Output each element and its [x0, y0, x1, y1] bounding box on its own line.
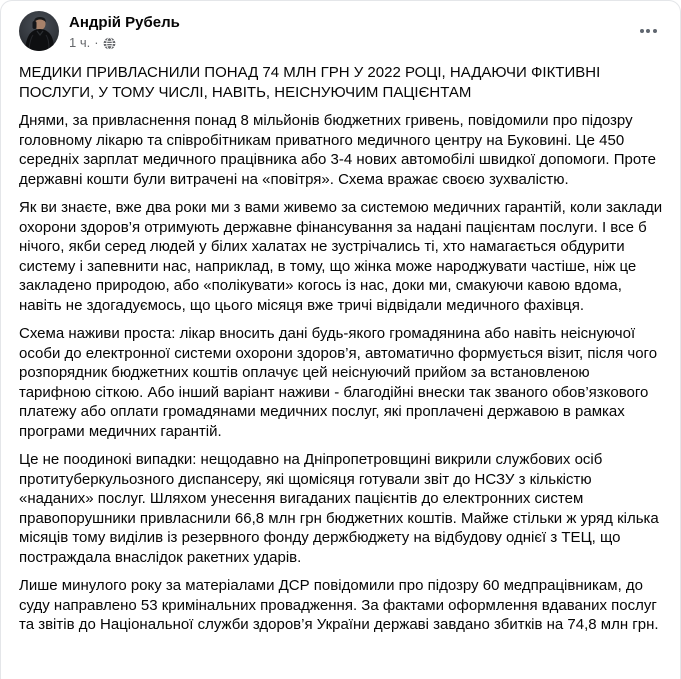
meta-separator: · [94, 35, 99, 50]
post-header-info [69, 11, 632, 51]
ellipsis-dot [640, 29, 644, 33]
author-name[interactable]: Андрій Рубель [69, 14, 180, 31]
post-meta [69, 35, 632, 51]
avatar[interactable] [19, 11, 59, 51]
timestamp[interactable]: 1 ч. [69, 35, 91, 50]
post-paragraph: Лише минулого року за матеріалами ДСР повідомили про підозру 60 медпрацівникам, до суду направлено 53 кримінальних провадження. За фактами оформлення вдаваних послуг та звітів до Національної служби здоров’я України державі завдано збитків на 74,8 млн грн. [19, 577, 659, 633]
ellipsis-dot [646, 29, 650, 33]
globe-icon [103, 37, 116, 50]
profile-photo-image [19, 11, 59, 51]
post-paragraph: Схема наживи проста: лікар вносить дані будь-якого громадянина або навіть неіснуючої особи до електронної системи охорони здоров’я, автоматично формується візит, після чого розпорядник бюджетних коштів оплачує цей неіснуючий прийом за встановленою тарифною сіткою. Або інший варіант наживи - благодійні внески так званого обов’язкового платежу або оплати громадянами медичних послуг, які проплачені державою в рамках програми медичних гарантій. [19, 325, 658, 440]
post-header [1, 1, 680, 51]
post-title: МЕДИКИ ПРИВЛАСНИЛИ ПОНАД 74 МЛН ГРН У 2022 РОЦІ, НАДАЮЧИ ФІКТИВНІ ПОСЛУГИ, У ТОМУ ЧИСЛІ, НАВІТЬ, НЕІСНУЮЧИМ ПАЦІЄНТАМ [19, 64, 601, 101]
post-body [1, 63, 680, 635]
post-paragraph: Це не поодинокі випадки: нещодавно на Дніпропетровщині викрили службових осіб протитуберкульозного диспансеру, які щомісяця готували звіт до НСЗУ з кількістю «наданих» послуг. Шляхом унесення вигаданих пацієнтів до електронних систем правопорушники привласнили 66,8 млн грн бюджетних коштів. Майже стільки ж уряд кілька місяців тому виділив із резервного фонду держбюджету на відбудову однієї з ТЕЦ, що постраждала внаслідок ракетних ударів. [19, 451, 659, 566]
post-paragraph: Як ви знаєте, вже два роки ми з вами живемо за системою медичних гарантій, коли заклади охорони здоров’я отримують державне фінансування за надані пацієнтам послуги. І все б нічого, якби серед людей у білих халатах не зустрічались ті, хто намагається обдурити систему і запевнити нас, наприклад, в тому, що жінка може народжувати частіше, ніж це закладено природою, або «полікувати» когось із нас, доки ми, смакуючи кавою вдома, навіть не здогадуємось, що цього місяця вже тричі відвідали медичного фахівця. [19, 199, 663, 314]
post-paragraph: Днями, за привласнення понад 8 мільйонів бюджетних гривень, повідомили про підозру головному лікарю та співробітникам приватного медичного центру на Буковині. Це 450 середніх зарплат медичного працівника або 3-4 нових автомобілі швидкої допомоги. Проте державні кошти були витрачені на «повітря». Схема вражає своєю зухвалістю. [19, 112, 656, 188]
ellipsis-dot [653, 29, 657, 33]
more-options-button[interactable] [632, 15, 664, 47]
